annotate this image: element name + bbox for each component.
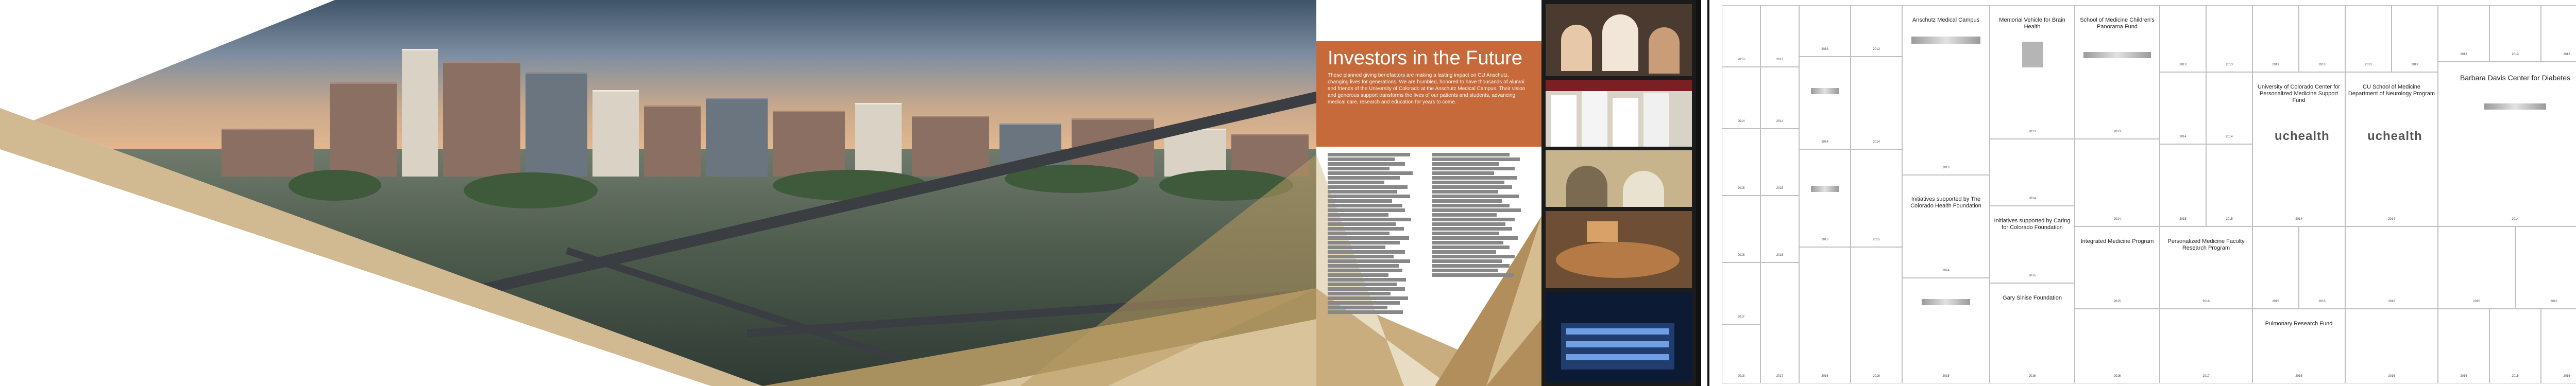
highlight-caring-colorado: Initiatives supported by Caring for Colorado Foundation 2015 bbox=[1990, 206, 2075, 283]
donor-plaque: 2016 bbox=[1722, 196, 1760, 262]
highlight-personalized-support: University of Colorado Center for Personalized Medicine Support Fund uchealth 2014 bbox=[2252, 72, 2345, 226]
donor-plaque: 2015 bbox=[2345, 226, 2438, 309]
highlight-colorado-health: Initiatives supported by The Colorado Health Foundation 2014 bbox=[1902, 175, 1990, 278]
highlight-integrated-medicine: Integrated Medicine Program 2015 bbox=[2075, 226, 2160, 309]
highlight-personalized-medicine: Personalized Medicine Faculty Research Program 2016 bbox=[2160, 226, 2252, 309]
donor-plaque: 2014 bbox=[1990, 139, 2075, 206]
donor-plaque: 2013 bbox=[2489, 5, 2541, 62]
donor-plaque: 2014 bbox=[2160, 72, 2206, 144]
donor-plaque: 2013 bbox=[2345, 5, 2392, 72]
panel-title: Investors in the Future bbox=[1328, 47, 1523, 69]
portrait bbox=[2022, 42, 2043, 67]
donor-plaque: 2013 bbox=[1851, 5, 1902, 57]
donor-plaque: 2017 bbox=[2160, 309, 2252, 383]
highlight-title: Gary Sinise Foundation bbox=[2003, 295, 2062, 301]
highlight-memorial: Memorial Vehicle for Brain Health 2013 bbox=[1990, 5, 2075, 139]
donor-plaque: 2015 bbox=[2206, 144, 2252, 226]
highlight-title: Integrated Medicine Program bbox=[2080, 238, 2154, 244]
donor-plaque: 2015 bbox=[2160, 144, 2206, 226]
highlight-pulmonary: Pulmonary Research Fund 2016 bbox=[2252, 309, 2345, 383]
donor-plaque: 2014 bbox=[1760, 67, 1799, 129]
donor-plaque: 2014 bbox=[2075, 139, 2160, 226]
highlight-title: Anschutz Medical Campus bbox=[1912, 17, 1980, 23]
highlight-school-of-medicine: School of Medicine Children's Panorama Fund 2013 bbox=[2075, 5, 2160, 139]
donor-plaque: 2018 bbox=[1722, 324, 1760, 383]
donor-plaque: 2015 bbox=[1902, 278, 1990, 383]
highlight-title: University of Colorado Center for Personalized Medicine Support Fund bbox=[2257, 84, 2341, 103]
donor-plaque: 2016 bbox=[1851, 247, 1902, 383]
divider-bar bbox=[1696, 0, 1701, 386]
donor-plaque: 2013 bbox=[1722, 5, 1760, 67]
donor-plaque: 2015 bbox=[2299, 226, 2345, 309]
donor-plaque: 2016 bbox=[2438, 309, 2489, 383]
donor-column-right bbox=[1432, 152, 1530, 278]
donor-plaque: 2013 bbox=[1760, 5, 1799, 67]
photo-white-coats bbox=[1546, 80, 1692, 147]
donor-plaque: 2013 bbox=[2252, 5, 2299, 72]
donor-plaque: 2017 bbox=[1722, 262, 1760, 324]
donor-plaque: 2015 bbox=[1760, 129, 1799, 196]
donor-plaque: 2013 bbox=[2206, 5, 2252, 72]
photo-night-building bbox=[1546, 292, 1692, 382]
photo-students bbox=[1546, 150, 1692, 207]
donor-column-left bbox=[1328, 152, 1426, 315]
donor-plaque: 2016 bbox=[1799, 247, 1851, 383]
highlight-title: Barbara Davis Center for Diabetes bbox=[2460, 74, 2570, 82]
investors-panel bbox=[1316, 0, 1541, 386]
donor-plaque: 2013 bbox=[2299, 5, 2345, 72]
donor-plaque: 2013 bbox=[2438, 5, 2489, 62]
donor-plaque: 2013 bbox=[2541, 5, 2576, 62]
highlight-anschutz: Anschutz Medical Campus 2013 bbox=[1902, 5, 1990, 175]
photo-lecture bbox=[1546, 4, 1692, 76]
donor-plaque: 2013 bbox=[2160, 5, 2206, 72]
highlight-gary-sinise: Gary Sinise Foundation 2016 bbox=[1990, 283, 2075, 383]
donor-plaque: 2015 bbox=[1851, 149, 1902, 247]
donor-plaque: 2015 bbox=[1722, 129, 1760, 196]
donor-plaque: 2014 bbox=[1851, 57, 1902, 149]
donor-plaque: 2015 bbox=[2252, 226, 2299, 309]
highlight-title: Memorial Vehicle for Brain Health bbox=[1999, 17, 2065, 30]
highlight-barbara-davis: Barbara Davis Center for Diabetes 2014 bbox=[2438, 62, 2576, 226]
donor-plaque: 2016 bbox=[1760, 196, 1799, 262]
donor-plaque: 2015 bbox=[1799, 149, 1851, 247]
divider-bar bbox=[1707, 0, 1709, 386]
highlight-title: Pulmonary Research Fund bbox=[2265, 321, 2333, 327]
donor-wall bbox=[1696, 0, 2576, 386]
donor-plaque: 2016 bbox=[2541, 309, 2576, 383]
highlight-title: CU School of Medicine Department of Neurology Program bbox=[2348, 84, 2435, 97]
panel-intro: These planned giving benefactors are making a lasting impact on CU Anschutz, changing lives for generations. We are humbled, honored to have thousands of alumni and friends of the University of Colorado at the Anschutz Medical Campus. Their vision and generous support transforms the lives of our patients and students, advancing medical care, research and education for years to come. bbox=[1328, 73, 1526, 105]
donor-plaque: 2015 bbox=[2438, 226, 2515, 309]
highlight-title: Initiatives supported by The Colorado Health Foundation bbox=[1910, 196, 1981, 209]
highlight-neurology: CU School of Medicine Department of Neurology Program uchealth 2014 bbox=[2345, 72, 2438, 226]
uchealth-logo: uchealth bbox=[2275, 129, 2330, 143]
highlight-title: Initiatives supported by Caring for Colorado Foundation bbox=[1994, 218, 2071, 231]
donor-plaque: 2016 bbox=[2489, 309, 2541, 383]
donor-plaque: 2013 bbox=[2392, 5, 2438, 72]
photo-lab bbox=[1546, 211, 1692, 288]
highlight-title: School of Medicine Children's Panorama Fund bbox=[2080, 17, 2155, 30]
highlight-title: Personalized Medicine Faculty Research Program bbox=[2167, 238, 2245, 251]
donor-plaque: 2016 bbox=[2345, 309, 2438, 383]
donor-plaque: 2016 bbox=[2075, 309, 2160, 383]
uchealth-logo: uchealth bbox=[2367, 129, 2422, 143]
donor-plaque: 2015 bbox=[2515, 226, 2576, 309]
donor-plaque: 2014 bbox=[1722, 67, 1760, 129]
donor-plaque: 2014 bbox=[1799, 57, 1851, 149]
donor-plaque: 2017 bbox=[1760, 262, 1799, 383]
donor-plaque: 2013 bbox=[1799, 5, 1851, 57]
photo-strip bbox=[1541, 0, 1696, 386]
donor-plaque: 2014 bbox=[2206, 72, 2252, 144]
